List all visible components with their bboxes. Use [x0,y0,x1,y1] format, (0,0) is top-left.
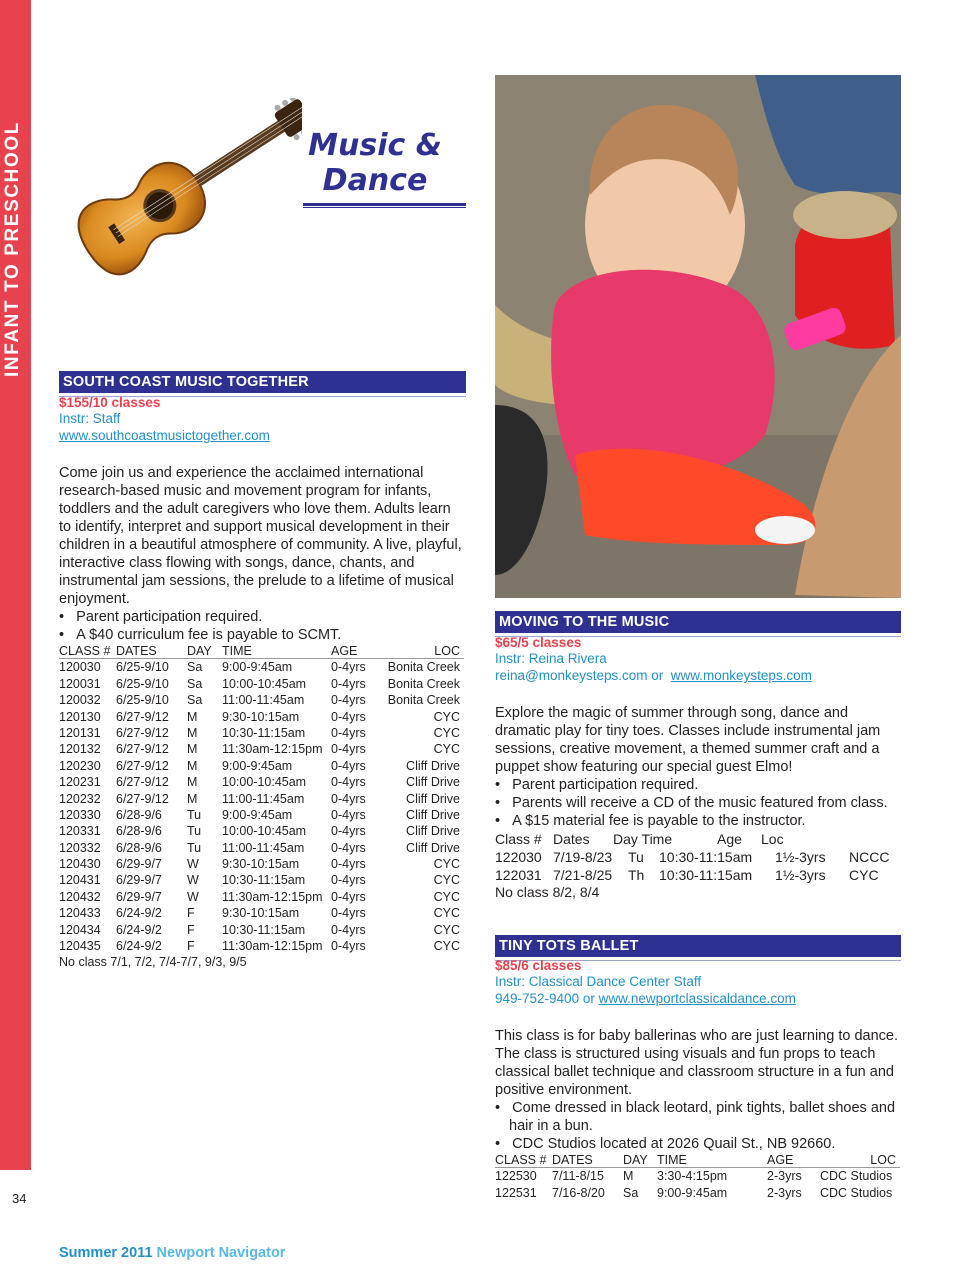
page-number: 34 [12,1191,27,1206]
table-cell: CDC Studios [820,1169,893,1184]
section1-note: No class 7/1, 7/2, 7/4-7/7, 9/3, 9/5 [59,955,247,969]
table-cell: 120231 [59,775,101,790]
table-cell: 6/24-9/2 [116,906,162,921]
table-cell: CYC [433,906,460,921]
table-cell: 0-4yrs [331,824,366,839]
table-cell: 6/27-9/12 [116,725,169,740]
table-cell: 9:30-10:15am [222,709,300,724]
section-header-south-coast: SOUTH COAST MUSIC TOGETHER [59,371,466,393]
table-cell: CYC [433,889,460,904]
title-rule [303,203,466,206]
table-cell: Bonita Creek [387,693,460,708]
table-cell: Tu [628,849,644,865]
table-cell: 120032 [59,693,101,708]
table-cell: CYC [433,873,460,888]
table-cell: 1½-3yrs [775,867,826,883]
page-title [300,128,450,198]
guitar-illustration [70,98,302,276]
table-cell: CDC Studios [820,1185,893,1200]
table-cell: 11:00-11:45am [222,840,305,855]
table-cell: 6/27-9/12 [116,758,169,773]
table-cell: 122030 [495,849,542,865]
table-cell: CYC [433,725,460,740]
section3-description: This class is for baby ballerinas who are just learning to dance. The class is structured using visuals and fun props to teach classical ballet technique and classroom structure in a fun and positive environment. [495,1028,898,1098]
table-cell: M [187,742,198,757]
table-cell: 120431 [59,873,101,888]
table-cell: 11:30am-12:15pm [222,742,323,757]
table-cell: 120230 [59,758,101,773]
bullet-text: Parents will receive a CD of the music featured from class. [512,795,888,811]
table-cell: 120332 [59,840,101,855]
section3-instructor: Instr: Classical Dance Center Staff [495,974,702,989]
table-row [59,692,464,708]
table-cell: 6/25-9/10 [116,660,169,675]
table-cell: 7/16-8/20 [552,1185,605,1200]
table-cell: 9:30-10:15am [222,906,300,921]
table-cell: 6/27-9/12 [116,791,169,806]
table-cell: 6/27-9/12 [116,775,169,790]
col-age: Age [717,831,742,847]
table-cell: 7/19-8/23 [553,849,613,865]
table-cell: 6/28-9/6 [116,807,162,822]
table-cell: W [187,873,199,888]
section3-price: $85/6 classes [495,958,582,973]
section3-phone: 949-752-9400 or [495,991,595,1006]
table-cell: 6/27-9/12 [116,742,169,757]
table-row [59,922,464,938]
table-cell: 2-3yrs [767,1185,802,1200]
table-row [59,774,464,790]
section2-note: No class 8/2, 8/4 [495,884,600,900]
table-cell: 6/27-9/12 [116,709,169,724]
bullet-text: Come dressed in black leotard, pink tights, ballet shoes and hair in a bun. [509,1100,896,1134]
table-cell: M [187,758,198,773]
col-dates: DATES [116,644,157,658]
col-dates: Dates [553,831,590,847]
section2-description: Explore the magic of summer through song, dance and dramatic play for tiny toes. Classes include instrumental jam sessions, creative movement, a themed summer craft and a puppet show featuring our special guest Elmo! [495,705,881,775]
table-cell: 3:30-4:15pm [657,1169,728,1184]
table-cell: CYC [433,742,460,757]
table-cell: 0-4yrs [331,939,366,954]
table-cell: 120131 [59,725,101,740]
col-daytime: Day Time [613,831,673,847]
bullet-text: CDC Studios located at 2026 Quail St., NB 92660. [512,1136,836,1152]
table-cell: W [187,889,199,904]
col-loc: LOC [870,1153,896,1167]
table-cell: 10:30-11:15am [222,873,306,888]
table-cell: 0-4yrs [331,807,366,822]
section1-website-link[interactable]: www.southcoastmusictogether.com [59,428,270,443]
table-cell: Cliff Drive [406,758,460,773]
section2-email[interactable]: reina@monkeysteps.com or [495,668,664,683]
col-loc: LOC [434,644,460,658]
table-cell: Cliff Drive [406,840,460,855]
col-age: AGE [331,644,358,658]
table-cell: 0-4yrs [331,791,366,806]
table-cell: 6/28-9/6 [116,840,162,855]
table-cell: 120232 [59,791,101,806]
table-cell: 0-4yrs [331,758,366,773]
table-cell: 0-4yrs [331,709,366,724]
table-cell: 1½-3yrs [775,849,826,865]
table-cell: 6/29-9/7 [116,873,162,888]
section1-bullet: • Parent participation required. [59,609,263,625]
table-cell: 11:30am-12:15pm [222,889,323,904]
table-row [495,1185,900,1201]
table-row [59,791,464,807]
col-day: DAY [187,644,212,658]
table-cell: 0-4yrs [331,840,366,855]
table-header [59,643,464,659]
bullet-text: A $15 material fee is payable to the instructor. [512,813,806,829]
col-day: DAY [623,1153,648,1167]
table-cell: 0-4yrs [331,922,366,937]
table-row [495,1168,900,1184]
table-cell: M [187,791,198,806]
table-cell: 120030 [59,660,101,675]
section-header-tiny-tots: TINY TOTS BALLET [495,935,901,957]
table-cell: 120331 [59,824,101,839]
col-age: AGE [767,1153,794,1167]
table-cell: NCCC [849,849,890,865]
table-header [495,1152,900,1168]
table-cell: M [623,1169,634,1184]
section1-instructor: Instr: Staff [59,411,121,426]
table-header [495,830,900,848]
section2-bullet: • Parent participation required. [495,777,699,793]
table-cell: Sa [187,676,203,691]
table-cell: 6/29-9/7 [116,889,162,904]
table-row [495,848,900,866]
table-cell: 10:00-10:45am [222,676,307,691]
table-cell: 10:30-11:15am [222,725,306,740]
table-cell: CYC [433,709,460,724]
table-cell: W [187,857,199,872]
table-row [59,856,464,872]
table-cell: CYC [433,939,460,954]
table-cell: 120330 [59,807,101,822]
table-cell: F [187,939,195,954]
section1-description: Come join us and experience the acclaimed international research-based music and movement program for infants, toddlers and the adult caregivers who love them. Adults learn to identify, interpret and support musical development in their children in a beautiful atmosphere of community. A live, playful, interactive class flowing with songs, dance, chants, and instrumental jam sessions, the prelude to a lifetime of musical enjoyment. [59,465,462,607]
table-cell: 0-4yrs [331,676,366,691]
table-cell: 9:00-9:45am [222,660,293,675]
col-class: CLASS # [495,1153,547,1167]
table-cell: 120130 [59,709,101,724]
table-cell: 0-4yrs [331,725,366,740]
table-cell: Cliff Drive [406,807,460,822]
table-cell: Th [628,867,645,883]
title-line-2: Dance [322,163,428,198]
title-line-1: Music & [308,128,442,163]
section2-schedule-table [495,830,900,884]
table-row [59,807,464,823]
table-cell: M [187,709,198,724]
table-cell: 11:30am-12:15pm [222,939,323,954]
table-cell: 6/24-9/2 [116,939,162,954]
table-cell: 11:00-11:45am [222,693,305,708]
title-rule-thin [303,207,466,208]
table-cell: 2-3yrs [767,1169,802,1184]
table-row [59,840,464,856]
section3-website-link[interactable]: www.newportclassicaldance.com [598,991,796,1006]
table-cell: 9:00-9:45am [222,807,293,822]
table-cell: 120432 [59,889,101,904]
table-row [59,741,464,757]
table-cell: 0-4yrs [331,660,366,675]
section3-schedule-table [495,1152,900,1201]
table-cell: CYC [849,867,879,883]
table-cell: 7/21-8/25 [553,867,613,883]
table-cell: Sa [187,693,203,708]
footer-season: Summer 2011 [59,1245,153,1261]
table-cell: 9:30-10:15am [222,857,300,872]
table-cell: 122531 [495,1185,537,1200]
section2-bullet: • Parents will receive a CD of the music featured from class. [495,795,888,811]
sidebar-label: INFANT TO PRESCHOOL [2,121,23,377]
section3-bullet: • CDC Studios located at 2026 Quail St., NB 92660. [495,1136,836,1152]
table-cell: 122530 [495,1169,537,1184]
table-cell: F [187,906,195,921]
table-cell: Cliff Drive [406,791,460,806]
table-row [59,872,464,888]
table-row [59,758,464,774]
table-cell: 6/24-9/2 [116,922,162,937]
table-cell: M [187,725,198,740]
table-cell: 0-4yrs [331,873,366,888]
section-header-moving-music: MOVING TO THE MUSIC [495,611,901,633]
section3-bullet: • Come dressed in black leotard, pink tights, ballet shoes and hair in a bun. [495,1100,896,1134]
col-loc: Loc [761,831,784,847]
table-cell: 10:30-11:15am [659,849,753,865]
col-class: CLASS # [59,644,111,658]
table-cell: 10:00-10:45am [222,824,307,839]
table-row [495,866,900,884]
table-cell: 120430 [59,857,101,872]
section1-schedule-table [59,643,464,954]
table-cell: 120435 [59,939,101,954]
table-cell: 120434 [59,922,101,937]
table-cell: Cliff Drive [406,775,460,790]
table-cell: 120433 [59,906,101,921]
table-cell: 122031 [495,867,542,883]
child-playing-drum-photo [495,75,901,598]
table-cell: Bonita Creek [387,676,460,691]
table-row [59,938,464,954]
table-cell: 10:00-10:45am [222,775,307,790]
section2-instructor: Instr: Reina Rivera [495,651,607,666]
section2-website-link[interactable]: www.monkeysteps.com [670,668,812,683]
table-cell: 0-4yrs [331,857,366,872]
table-cell: 0-4yrs [331,693,366,708]
table-cell: 0-4yrs [331,775,366,790]
table-cell: Cliff Drive [406,824,460,839]
col-time: TIME [222,644,252,658]
table-cell: 9:00-9:45am [222,758,293,773]
table-cell: 0-4yrs [331,742,366,757]
table-cell: Bonita Creek [387,660,460,675]
table-row [59,676,464,692]
footer [59,1245,285,1261]
table-cell: 120132 [59,742,101,757]
bullet-text: A $40 curriculum fee is payable to SCMT. [76,627,342,643]
table-cell: 6/25-9/10 [116,693,169,708]
section1-bullet: • A $40 curriculum fee is payable to SCMT. [59,627,342,643]
section1-price: $155/10 classes [59,395,161,410]
table-cell: Tu [187,840,202,855]
table-cell: 120031 [59,676,101,691]
table-cell: 10:30-11:15am [659,867,753,883]
bullet-text: Parent participation required. [76,609,263,625]
table-cell: 0-4yrs [331,889,366,904]
table-cell: 6/25-9/10 [116,676,169,691]
col-dates: DATES [552,1153,593,1167]
footer-publication: Newport Navigator [156,1245,286,1261]
table-row [59,709,464,725]
col-class: Class # [495,831,542,847]
table-row [59,725,464,741]
table-cell: M [187,775,198,790]
table-cell: 7/11-8/15 [552,1169,604,1184]
col-time: TIME [657,1153,687,1167]
table-cell: 11:00-11:45am [222,791,305,806]
table-cell: 9:00-9:45am [657,1185,728,1200]
table-cell: F [187,922,195,937]
table-row [59,905,464,921]
table-row [59,659,464,675]
table-cell: CYC [433,857,460,872]
bullet-text: Parent participation required. [512,777,699,793]
table-cell: 6/29-9/7 [116,857,162,872]
table-row [59,823,464,839]
table-cell: 6/28-9/6 [116,824,162,839]
table-cell: 10:30-11:15am [222,922,306,937]
table-cell: 0-4yrs [331,906,366,921]
table-cell: CYC [433,922,460,937]
table-cell: Sa [187,660,203,675]
section2-price: $65/5 classes [495,635,582,650]
table-cell: Tu [187,807,202,822]
section2-bullet: • A $15 material fee is payable to the instructor. [495,813,806,829]
table-row [59,889,464,905]
table-cell: Sa [623,1185,639,1200]
table-cell: Tu [187,824,202,839]
